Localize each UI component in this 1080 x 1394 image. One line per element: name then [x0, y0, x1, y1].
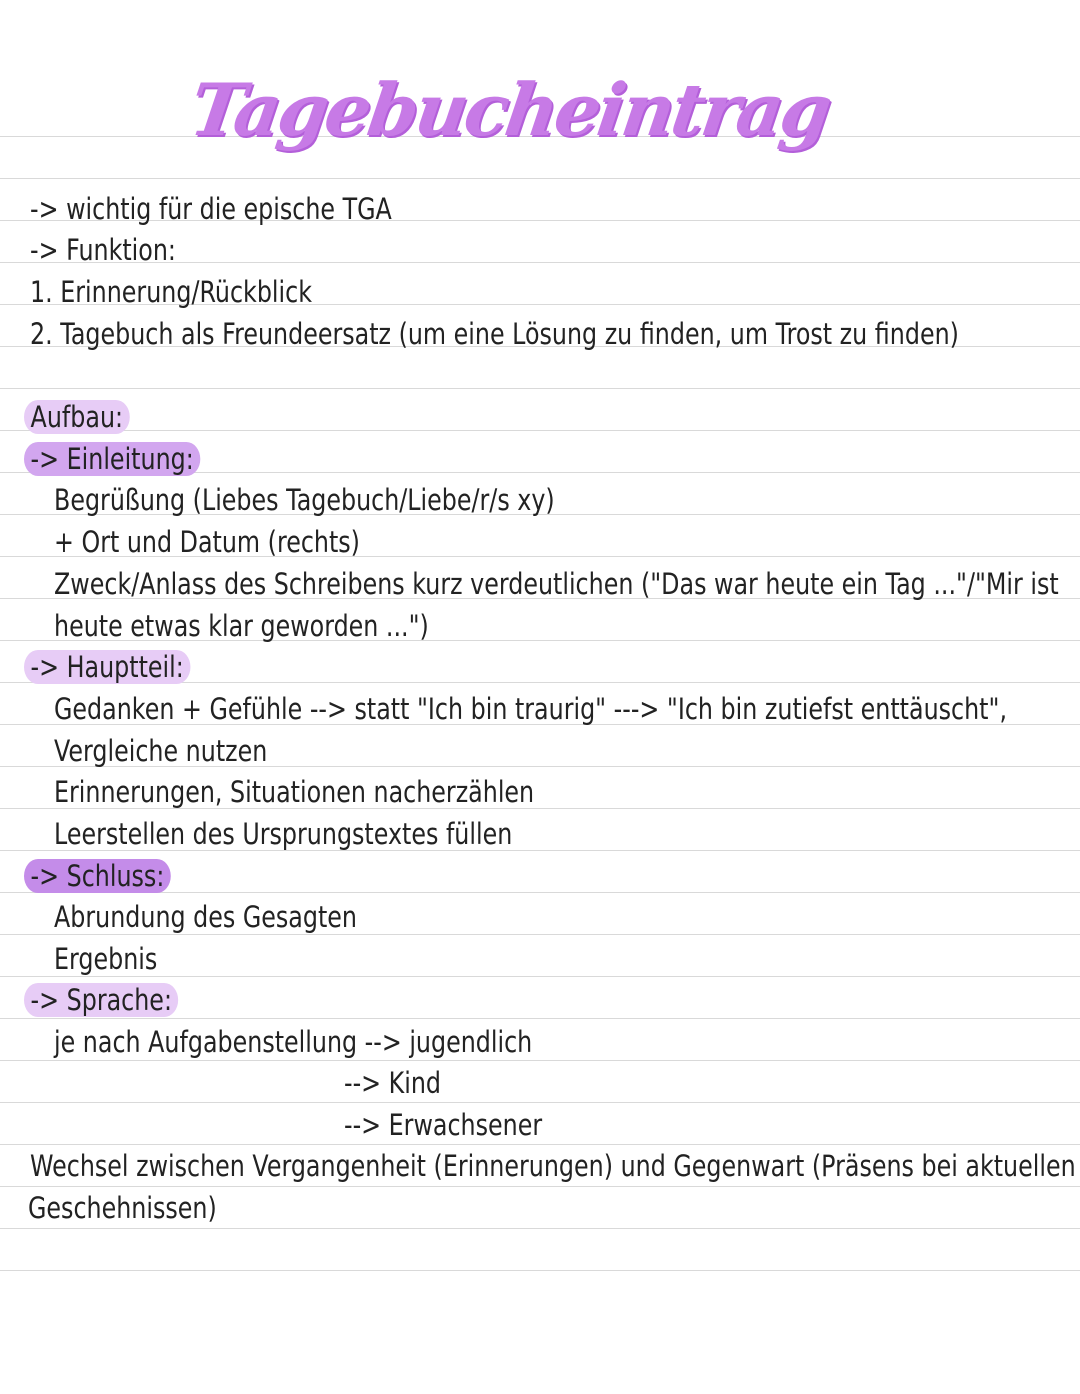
- page-title: Tagebucheintrag: [185, 67, 835, 152]
- schluss-line: Ergebnis: [54, 942, 158, 976]
- hauptteil-heading-row: [24, 646, 910, 688]
- einleitung-line: + Ort und Datum (rechts): [54, 525, 360, 559]
- aufbau-heading-row: [24, 396, 910, 438]
- einleitung-heading: -> Einleitung:: [24, 442, 200, 476]
- einleitung-line: Zweck/Anlass des Schreibens kurz verdeutlichen ("Das war heute ein Tag ..."/"Mir ist: [54, 567, 1059, 601]
- rule-line: [0, 1270, 1080, 1271]
- sprache-line-aufgabenstellung: je nach Aufgabenstellung --> jugendlich: [54, 1025, 533, 1059]
- hauptteil-line: Gedanken + Gefühle --> statt "Ich bin traurig" ---> "Ich bin zutiefst enttäuscht",: [54, 692, 1008, 726]
- title-block: [0, 60, 1080, 170]
- intro-line-erinnerung: 1. Erinnerung/Rückblick: [30, 275, 312, 309]
- sprache-tense-line: Geschehnissen): [28, 1191, 217, 1225]
- schluss-heading-row: [24, 855, 910, 897]
- aufbau-heading: Aufbau:: [24, 400, 130, 434]
- sprache-heading: -> Sprache:: [24, 983, 179, 1017]
- hauptteil-line: Vergleiche nutzen: [54, 734, 268, 768]
- einleitung-heading-row: [24, 438, 910, 480]
- rule-line: [0, 178, 1080, 179]
- sprache-heading-row: [24, 979, 910, 1021]
- einleitung-line: heute etwas klar geworden ..."): [54, 609, 429, 643]
- intro-line-funktion: -> Funktion:: [30, 233, 176, 267]
- sprache-line-kind: --> Kind: [344, 1066, 442, 1100]
- hauptteil-heading: -> Hauptteil:: [24, 650, 190, 684]
- einleitung-line: Begrüßung (Liebes Tagebuch/Liebe/r/s xy): [54, 483, 555, 517]
- hauptteil-line: Erinnerungen, Situationen nacherzählen: [54, 775, 535, 809]
- sprache-tense-line: Wechsel zwischen Vergangenheit (Erinnerungen) und Gegenwart (Präsens bei aktuellen: [30, 1149, 1076, 1183]
- intro-line-freundeersatz: 2. Tagebuch als Freundeersatz (um eine Lösung zu finden, um Trost zu finden): [30, 317, 959, 351]
- intro-line-tga: -> wichtig für die epische TGA: [30, 192, 392, 226]
- rule-line: [0, 388, 1080, 389]
- schluss-heading: -> Schluss:: [24, 859, 171, 893]
- hauptteil-line: Leerstellen des Ursprungstextes füllen: [54, 817, 513, 851]
- sprache-line-erwachsener: --> Erwachsener: [344, 1108, 543, 1142]
- schluss-line: Abrundung des Gesagten: [54, 900, 357, 934]
